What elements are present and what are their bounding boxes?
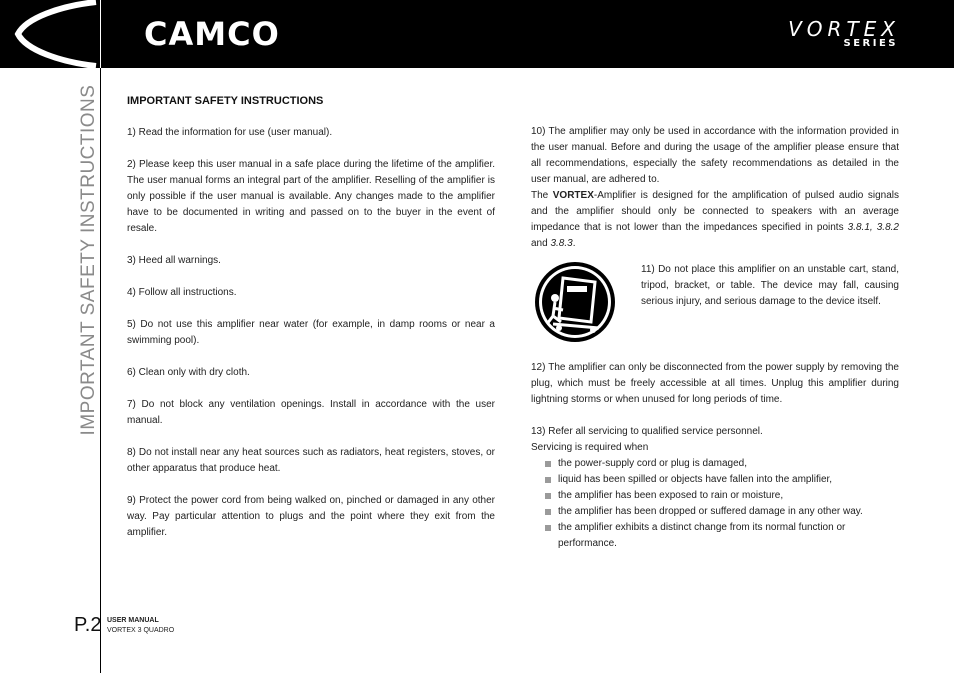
instruction-item-13-line2: Servicing is required when: [531, 442, 649, 453]
square-bullet-icon: [545, 493, 551, 499]
list-item: [531, 504, 899, 520]
list-item: [531, 472, 899, 488]
footer-manual-label: USER MANUAL: [107, 617, 159, 624]
brand-name: VORTEX: [552, 190, 594, 201]
instruction-item: 4) Follow all instructions.: [127, 287, 237, 298]
section-heading: IMPORTANT SAFETY INSTRUCTIONS: [127, 95, 324, 107]
instruction-item: 2) Please keep this user manual in a safe place during the lifetime of the amplifier. The user manual forms an integral part of the amplifier. Reselling of the amplifier is only possible if the user manual is available. Any changes made to the amplifier have to be documented in writing and passed on to the buyer in the event of resale.: [127, 159, 495, 234]
instruction-item-10-impedance: [531, 188, 899, 252]
text-run: .: [572, 238, 576, 249]
square-bullet-icon: [545, 477, 551, 483]
section-reference: 3.8.3: [550, 238, 573, 249]
right-column: [531, 124, 899, 552]
list-item-text: the amplifier has been exposed to rain or moisture,: [558, 490, 784, 501]
brand-logo: CAMCO: [144, 15, 280, 53]
text-run: -Amplifier is designed for the amplification of pulsed audio signals and the amplifier should only be connected to speakers with an average impedance that is not lower than the impedances specified in points: [531, 190, 899, 233]
square-bullet-icon: [545, 509, 551, 515]
list-item-text: the amplifier exhibits a distinct change from its normal function or performance.: [558, 522, 846, 549]
list-item-text: the power-supply cord or plug is damaged,: [558, 458, 747, 469]
instruction-item: 7) Do not block any ventilation openings. Install in accordance with the user manual.: [127, 399, 495, 426]
instruction-item: 8) Do not install near any heat sources such as radiators, heat registers, stoves, or other apparatus that produce heat.: [127, 447, 495, 474]
section-reference: 3.8.1, 3.8.2: [847, 222, 899, 233]
cart-tip-over-warning-icon: [533, 260, 617, 344]
instruction-item-11: 11) Do not place this amplifier on an unstable cart, stand, tripod, bracket, or table. The device may fall, causing serious injury, and serious damage to the device itself.: [641, 264, 899, 307]
list-item: [531, 456, 899, 472]
instruction-item: 6) Clean only with dry cloth.: [127, 367, 250, 378]
instruction-item: 3) Heed all warnings.: [127, 255, 221, 266]
cart-warning-block: [531, 260, 899, 356]
instruction-item: 9) Protect the power cord from being walked on, pinched or damaged in any other way. Pay particular attention to plugs and the point where they exit from the amplifier.: [127, 495, 495, 538]
side-section-title: IMPORTANT SAFETY INSTRUCTIONS: [78, 84, 99, 436]
text-run: and: [531, 238, 551, 249]
left-column: [127, 93, 495, 557]
instruction-item-12: 12) The amplifier can only be disconnected from the power supply by removing the plug, which must be freely accessible at all times. Unplug this amplifier during lightning storms or when unused for long periods of time.: [531, 362, 899, 405]
servicing-conditions-list: [531, 456, 899, 552]
footer-model: VORTEX 3 QUADRO: [107, 627, 175, 634]
list-item: [531, 520, 899, 552]
list-item-text: liquid has been spilled or objects have fallen into the amplifier,: [558, 474, 833, 485]
margin-divider: [100, 68, 101, 673]
series-subtitle: SERIES: [843, 38, 898, 49]
instruction-item: 5) Do not use this amplifier near water (for example, in damp rooms or near a swimming pool).: [127, 319, 495, 346]
list-item: [531, 488, 899, 504]
series-title: VORTEX: [788, 17, 900, 41]
page-header: [0, 0, 954, 68]
brand-arc-graphic: [0, 0, 104, 68]
page-number: P.2: [74, 614, 102, 636]
instruction-item: 1) Read the information for use (user manual).: [127, 127, 333, 138]
square-bullet-icon: [545, 525, 551, 531]
list-item-text: the amplifier has been dropped or suffered damage in any other way.: [558, 506, 863, 517]
square-bullet-icon: [545, 461, 551, 467]
text-run: The: [531, 190, 553, 201]
instruction-item-13-line1: 13) Refer all servicing to qualified service personnel.: [531, 426, 763, 437]
instruction-item-10: 10) The amplifier may only be used in accordance with the information provided in the user manual. Before and during the usage of the amplifier please ensure that all recommendations, especially the safety recommendations as detailed in the user manual, are adhered to.: [531, 126, 899, 185]
